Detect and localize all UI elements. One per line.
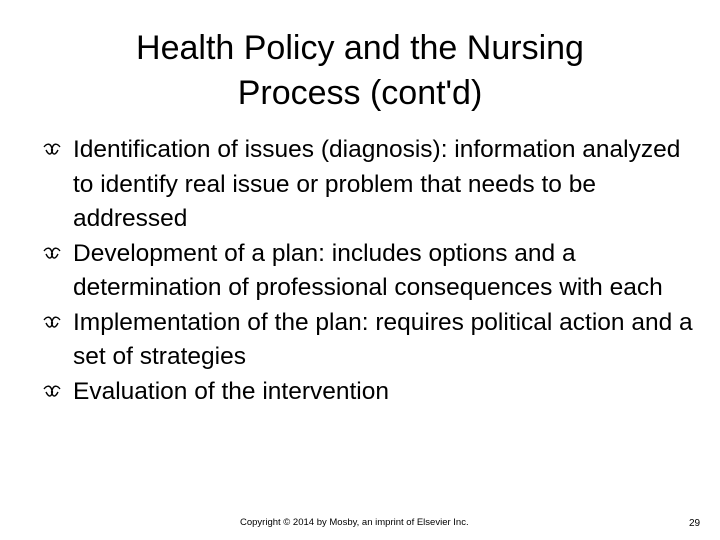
bullet-list [43,133,693,409]
bullet-text: Evaluation of the intervention [73,377,389,405]
slide-title [60,26,660,116]
bullet-text: Development of a plan: includes options and a determination of professional consequences with each [73,239,663,301]
bullet-item [43,237,693,306]
fleuron-icon [43,385,61,399]
fleuron-icon [43,143,61,157]
bullet-text: Implementation of the plan: requires political action and a set of strategies [73,308,693,370]
bullet-item [43,133,693,237]
fleuron-icon [43,316,61,330]
slide-title-line: Health Policy and the Nursing [136,29,584,67]
bullet-item [43,306,693,375]
fleuron-icon [43,247,61,261]
bullet-text: Identification of issues (diagnosis): information analyzed to identify real issue or problem that needs to be addressed [73,136,681,232]
copyright-footer: Copyright © 2014 by Mosby, an imprint of Elsevier Inc. [240,517,469,528]
page-number: 29 [689,518,701,529]
slide-title-line: Process (cont'd) [237,74,483,112]
bullet-item [43,375,693,410]
